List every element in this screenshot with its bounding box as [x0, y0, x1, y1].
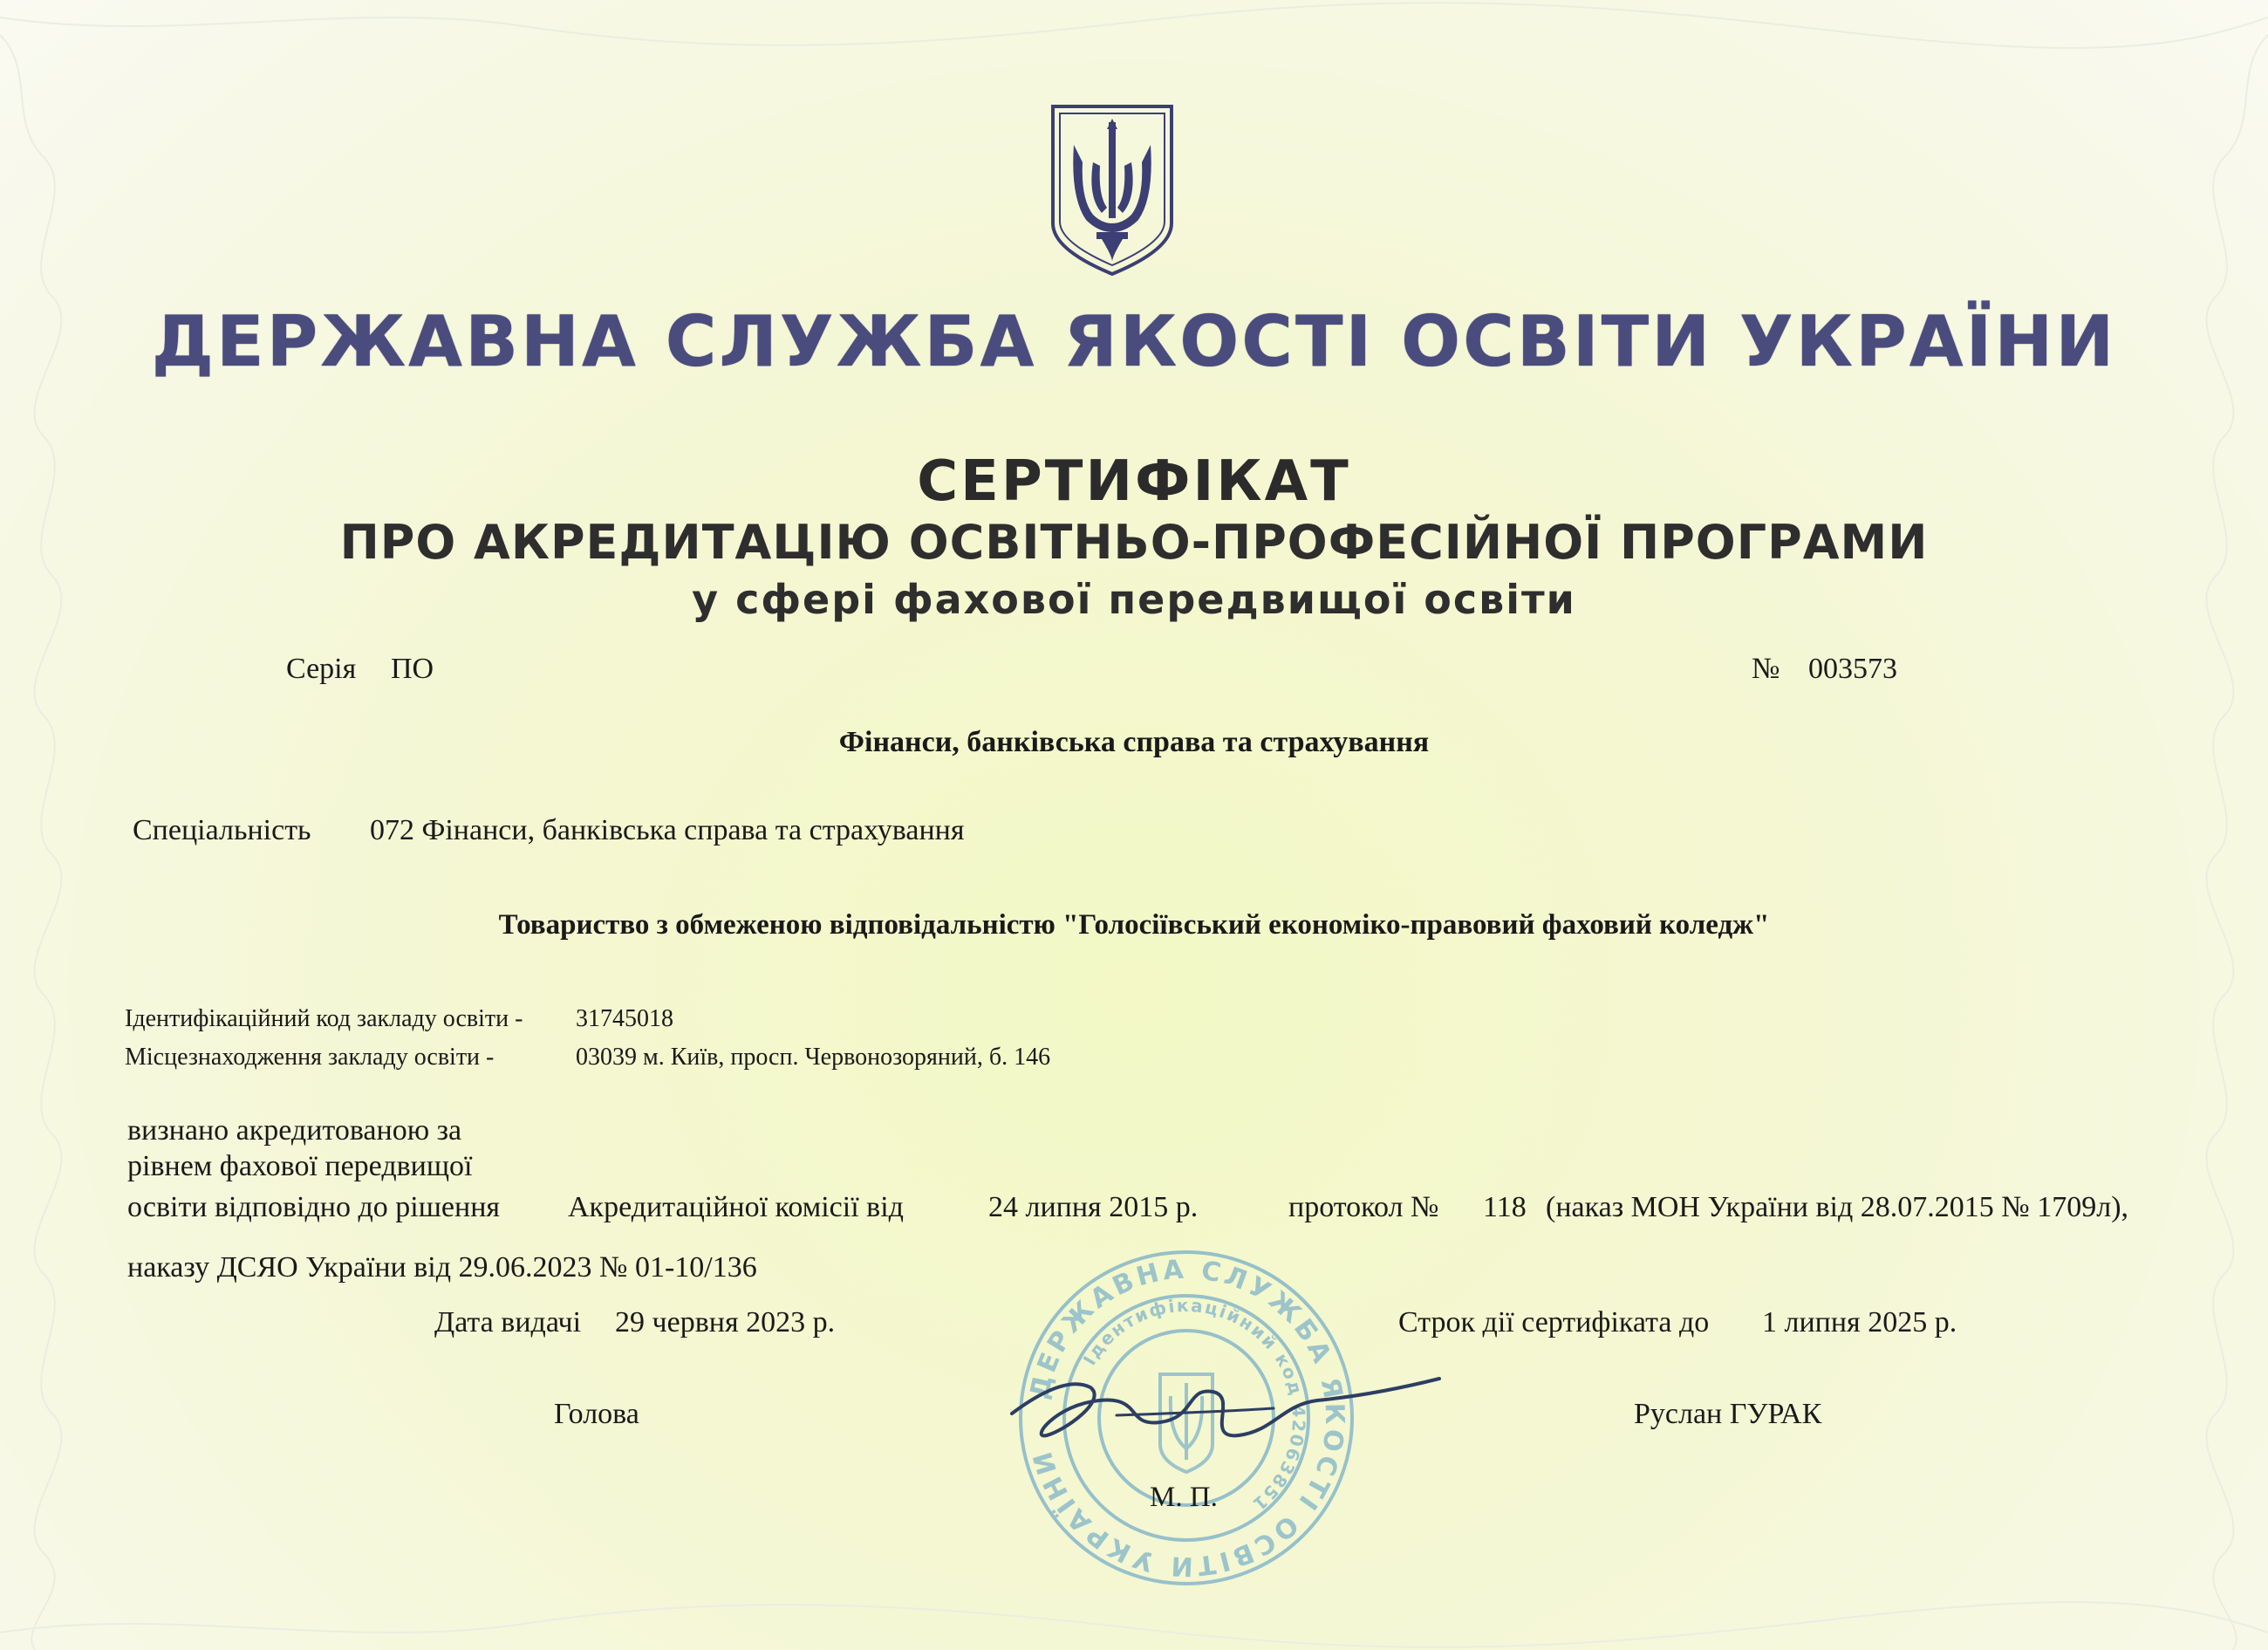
commission-date: 24 липня 2015 р. [988, 1191, 1199, 1223]
certificate-subtitle-scope: у сфері фахової передвищої освіти [692, 576, 1576, 623]
certificate-subtitle: ПРО АКРЕДИТАЦІЮ ОСВІТНЬО-ПРОФЕСІЙНОЇ ПРОГРАМИ [339, 515, 1929, 570]
program-name: Фінанси, банківська справа та страхування [838, 726, 1430, 758]
decision-line-2: рівнем фахової передвищої [127, 1150, 473, 1182]
location-label: Місцезнаходження закладу освіти - [125, 1044, 495, 1071]
issue-date-value: 29 червня 2023 р. [615, 1306, 836, 1338]
specialty-label: Спеціальність [133, 814, 311, 846]
validity-value: 1 липня 2025 р. [1762, 1306, 1957, 1338]
institution-name: Товариство з обмеженою відповідальністю "Голосіївський економіко-правовий фаховий коледж" [498, 909, 1770, 941]
validity-label: Строк дії сертифіката до [1398, 1306, 1710, 1338]
protocol-label: протокол № [1288, 1191, 1439, 1223]
protocol-number: 118 [1483, 1191, 1527, 1223]
issue-date-label: Дата видачі [434, 1306, 582, 1338]
series-value: ПО [391, 653, 434, 685]
number-value: 003573 [1808, 653, 1897, 685]
id-code-value: 31745018 [576, 1005, 673, 1032]
number-label: № [1752, 653, 1780, 685]
location-value: 03039 м. Київ, просп. Червонозоряний, б. 146 [576, 1044, 1051, 1071]
certificate-title: СЕРТИФІКАТ [917, 449, 1351, 514]
order-reference: (наказ МОН України від 28.07.2015 № 1709л), [1546, 1191, 2129, 1223]
decision-line-4: наказу ДСЯО України від 29.06.2023 № 01-10/136 [127, 1251, 757, 1284]
specialty-value: 072 Фінанси, банківська справа та страхування [370, 814, 965, 846]
tryzub-icon [1048, 101, 1177, 277]
series-label: Серія [286, 653, 357, 685]
commission-label: Акредитаційної комісії від [568, 1191, 904, 1223]
seal-code-textpath: Ідентифікаційний код 42063851 [1078, 1294, 1310, 1516]
signatory-name: Руслан ГУРАК [1634, 1398, 1822, 1430]
seal-place-label: М. П. [1150, 1482, 1218, 1513]
handwritten-signature [994, 1352, 1448, 1457]
decision-line-1: визнано акредитованою за [127, 1114, 462, 1147]
agency-title: ДЕРЖАВНА СЛУЖБА ЯКОСТІ ОСВІТИ УКРАЇНИ [151, 301, 2117, 382]
seal-ring-textpath: ДЕРЖАВНА СЛУЖБА ЯКОСТІ ОСВІТИ УКРАЇНИ [1024, 1254, 1350, 1582]
signatory-position: Голова [554, 1398, 639, 1430]
decision-line-3: освіти відповідно до рішення [127, 1191, 501, 1223]
id-code-label: Ідентифікаційний код закладу освіти - [125, 1005, 523, 1032]
